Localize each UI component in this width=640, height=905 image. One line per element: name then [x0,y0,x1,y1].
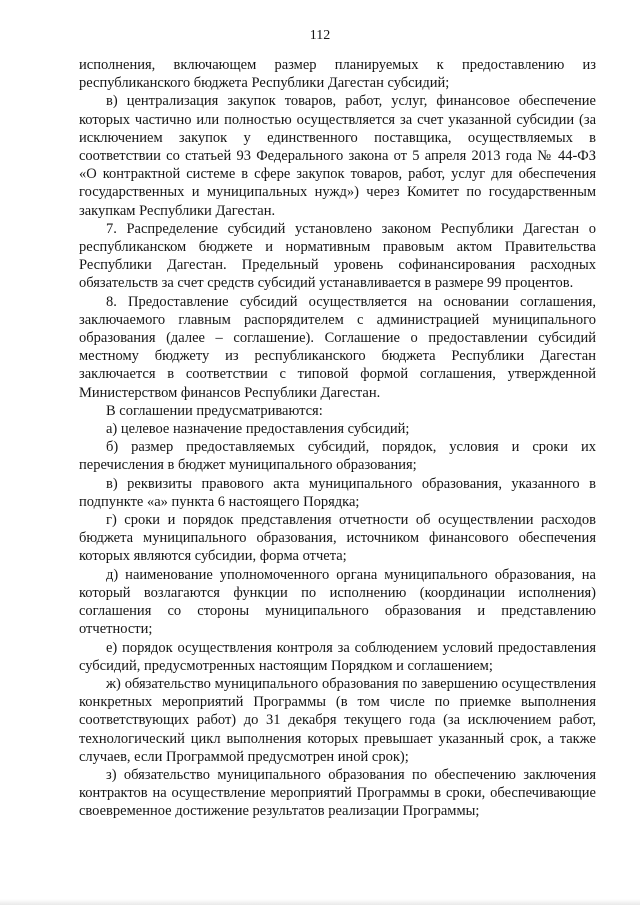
paragraph-item-g: г) сроки и порядок представления отчетности об осуществлении расходов бюджета муниципального образования, источником финансового обеспечения которых являются субсидии, форма отчета; [79,512,596,565]
paragraph-7-distribution: 7. Распределение субсидий установлено законом Республики Дагестан о республиканском бюджете и нормативным правовым актом Правительства Республики Дагестан. Предельный уровень софинансирования расходных обязательств за счет средств субсидий устанавливается в размере 99 процентов. [79,220,596,292]
paragraph-item-d: д) наименование уполномоченного органа муниципального образования, на который возлагаются функции по исполнению (координации исполнения) соглашения со стороны муниципального образования и представлению отчетности; [79,566,596,638]
paragraph-item-a: а) целевое назначение предоставления субсидий; [106,421,410,438]
paragraph-item-zh: ж) обязательство муниципального образования по завершению осуществления конкретных мероприятий Программы (в том числе по приемке выполнения соответствующих работ) до 31 декабря текущего года (за исключением работ, технологический цикл выполнения которых превышает указанный срок, а также случаев, если Программой предусмотрен иной срок); [79,675,596,765]
paragraph-item-b: б) размер предоставляемых субсидий, порядок, условия и сроки их перечисления в бюджет муниципального образования; [79,439,596,474]
paragraph-agreement-provisions-heading: В соглашении предусматриваются: [106,402,323,419]
paragraph-item-v-centralization: в) централизация закупок товаров, работ, услуг, финансовое обеспечение которых частично или полностью осуществляется за счет указанной субсидии (за исключением закупок у единственного поставщика, осуществляемых в соответствии со статьей 93 Федерального закона от 5 апреля 2013 года № 44-ФЗ «О контрактной системе в сфере закупок товаров, работ, услуг для обеспечения государственных и муниципальных нужд») через Комитет по государственным закупкам Республики Дагестан. [79,93,596,219]
paragraph-item-e: е) порядок осуществления контроля за соблюдением условий предоставления субсидий, предусмотренных настоящим Порядком и соглашением; [79,639,596,674]
document-body [79,56,596,821]
paragraph-8-agreement: 8. Предоставление субсидий осуществляется на основании соглашения, заключаемого главным распорядителем с администрацией муниципального образования (далее – соглашение). Соглашение о предоставлении субсидий местному бюджету из республиканского бюджета Республики Дагестан заключается в соответствии с типовой формой соглашения, утвержденной Министерством финансов Республики Дагестан. [79,293,596,401]
scan-bottom-edge [0,899,640,905]
page-number: 112 [309,28,331,43]
paragraph-item-v: в) реквизиты правового акта муниципального образования, указанного в подпункте «а» пункта 6 настоящего Порядка; [79,475,596,510]
paragraph-continuation: исполнения, включающем размер планируемых к предоставлению из республиканского бюджета Республики Дагестан субсидий; [79,57,596,92]
paragraph-item-z: з) обязательство муниципального образования по обеспечению заключения контрактов на осуществление мероприятий Программы в сроки, обеспечивающие своевременное достижение результатов реализации Программы; [79,766,596,820]
